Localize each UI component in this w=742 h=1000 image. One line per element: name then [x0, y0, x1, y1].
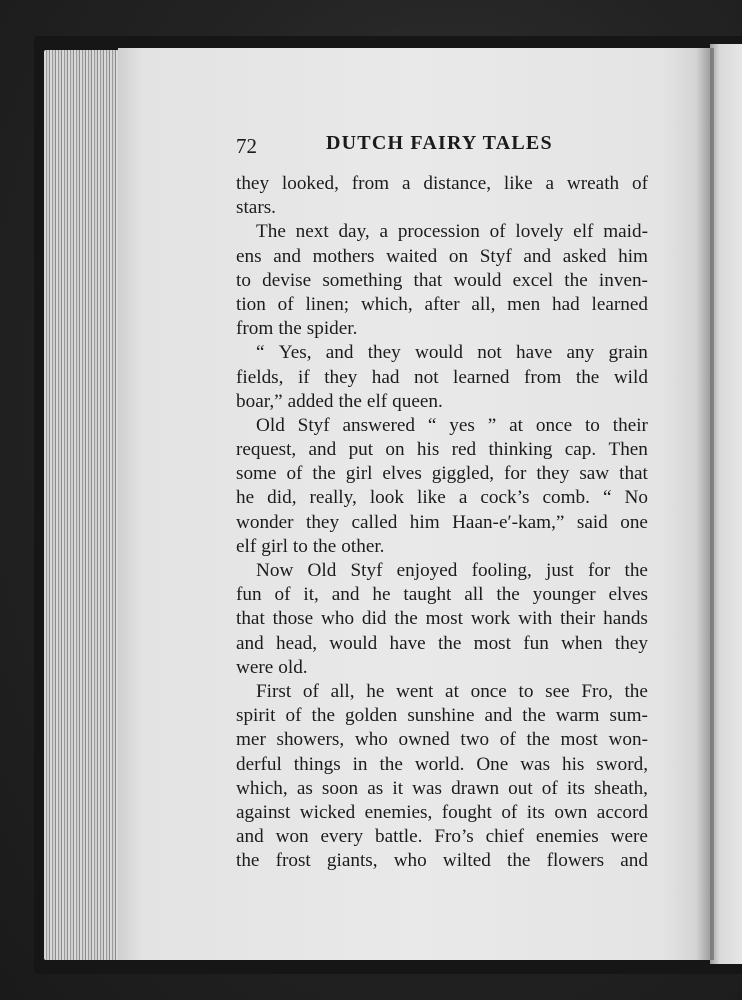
text-line: [236, 704, 648, 728]
word: the: [624, 680, 648, 702]
text-line: [236, 849, 648, 873]
word: that: [619, 463, 648, 485]
text-line: [236, 607, 648, 631]
word: sum-: [609, 705, 648, 727]
word: giggled,: [431, 463, 495, 485]
word: to: [518, 680, 534, 702]
word: and: [236, 826, 264, 848]
text-line: [236, 656, 648, 680]
word: looked,: [281, 173, 339, 194]
word: in: [352, 753, 368, 775]
word: the: [575, 366, 600, 388]
running-title: DUTCH FAIRY TALES: [326, 132, 553, 154]
word: for: [587, 560, 611, 581]
word: Old: [256, 414, 285, 436]
word: to: [584, 414, 600, 436]
text-line: [236, 825, 648, 849]
word: owned: [398, 729, 450, 751]
word: Fro’s: [434, 826, 474, 848]
word: Styf: [297, 414, 330, 436]
word: elf: [573, 221, 594, 243]
text-line: [236, 438, 648, 462]
word: mer: [236, 729, 266, 751]
word: he: [366, 680, 385, 702]
word: once: [535, 414, 573, 436]
word: saw: [579, 463, 610, 485]
text-line: [236, 753, 648, 777]
page-header: [236, 132, 648, 162]
text-line: [236, 511, 648, 535]
word: when: [561, 632, 603, 654]
word: tion: [236, 293, 266, 315]
word: and: [273, 245, 301, 267]
word: wicked: [299, 801, 356, 823]
word: own: [554, 801, 588, 823]
word: enemies,: [364, 801, 433, 823]
word: which,: [236, 777, 288, 799]
word: asked: [562, 245, 607, 267]
word: elf: [236, 535, 257, 557]
word: and: [620, 850, 648, 872]
word: the: [379, 753, 403, 775]
text-line: [236, 414, 648, 438]
word: the: [522, 705, 546, 727]
word: wilted: [442, 850, 491, 872]
text-line: [236, 269, 648, 293]
word: most: [560, 729, 598, 751]
text-line: [236, 777, 648, 801]
word: have: [516, 342, 553, 364]
text-line: [236, 390, 648, 414]
word: of: [302, 680, 319, 702]
word: they: [324, 366, 358, 388]
word: and: [484, 705, 513, 727]
word: answered: [342, 414, 415, 436]
word: sheath,: [594, 777, 648, 799]
word: the: [564, 269, 588, 291]
word: showers,: [276, 729, 345, 751]
word: and: [325, 342, 354, 364]
word: to: [292, 535, 308, 557]
word: added: [287, 390, 334, 412]
word: the: [437, 632, 462, 654]
word: once: [470, 680, 507, 702]
word: of: [489, 221, 506, 243]
word: they: [236, 173, 270, 194]
word: elves: [382, 463, 422, 485]
word: a: [379, 221, 389, 243]
word: “: [256, 342, 265, 364]
text-line: [236, 341, 648, 365]
word: any: [566, 342, 595, 364]
text-line: [236, 293, 648, 317]
word: younger: [532, 584, 596, 606]
word: like: [503, 173, 533, 194]
word: of: [285, 705, 302, 727]
word: yes: [449, 414, 475, 436]
word: the: [526, 729, 550, 751]
word: as: [296, 777, 313, 799]
word: “: [427, 414, 437, 436]
word: inven-: [598, 269, 648, 291]
word: was: [520, 753, 551, 775]
word: a: [545, 173, 555, 194]
word: just: [546, 560, 574, 581]
word: on: [385, 439, 405, 461]
word: him: [618, 245, 648, 267]
word: that: [413, 269, 443, 291]
word: soon: [321, 777, 359, 799]
word: they: [367, 342, 401, 364]
word: its: [526, 801, 545, 823]
word: No: [624, 487, 648, 509]
word: the: [312, 463, 336, 485]
word: First: [256, 680, 292, 702]
text-line: [236, 366, 648, 390]
word: world.: [414, 753, 465, 775]
word: called: [351, 511, 398, 533]
word: golden: [345, 705, 398, 727]
word: enjoyed: [396, 560, 458, 581]
word: had: [371, 366, 400, 388]
word: enemies: [535, 826, 599, 848]
word: all,: [471, 293, 496, 315]
word: they: [614, 632, 648, 654]
text-line: [236, 245, 648, 269]
word: battle.: [375, 826, 423, 848]
page-number: 72: [236, 134, 257, 158]
word: the: [624, 560, 648, 581]
word: who: [321, 608, 355, 630]
word: the: [506, 850, 531, 872]
page-edges: [44, 50, 122, 960]
text-line: [236, 680, 648, 704]
word: ”: [487, 414, 497, 436]
word: mothers: [312, 245, 375, 267]
word: like: [417, 487, 446, 509]
word: drawn: [451, 777, 500, 799]
text-line: [236, 317, 648, 341]
word: fun: [236, 584, 262, 606]
word: if: [297, 366, 310, 388]
word: maid-: [603, 221, 648, 243]
word: elves: [608, 584, 648, 606]
word: of: [499, 729, 516, 751]
text-line: [236, 172, 648, 196]
word: spider.: [306, 318, 358, 340]
word: sunshine: [407, 705, 475, 727]
word: look: [369, 487, 404, 509]
word: at: [445, 680, 459, 702]
word: his: [416, 439, 440, 461]
text-line: [236, 559, 648, 583]
word: would: [329, 632, 378, 654]
word: the: [338, 390, 362, 412]
word: won-: [608, 729, 648, 751]
word: out: [508, 777, 533, 799]
word: learned: [591, 293, 648, 315]
word: that: [236, 608, 265, 630]
word: request,: [236, 439, 297, 461]
text-line: [236, 196, 648, 220]
word: from: [351, 173, 390, 194]
word: fun: [523, 632, 549, 654]
word: red: [451, 439, 477, 461]
word: and: [308, 439, 337, 461]
word: who: [393, 850, 427, 872]
word: who: [354, 729, 388, 751]
word: all,: [330, 680, 355, 702]
word: to: [236, 269, 251, 291]
word: derful: [236, 753, 282, 775]
word: hands: [603, 608, 648, 630]
word: Now: [256, 560, 294, 581]
word: wonder: [236, 511, 294, 533]
word: was: [412, 777, 442, 799]
word: Styf: [350, 560, 383, 581]
word: on: [448, 245, 469, 267]
word: head,: [275, 632, 317, 654]
word: and: [523, 245, 552, 267]
word: men: [507, 293, 541, 315]
word: things: [293, 753, 341, 775]
word: and: [236, 632, 264, 654]
word: cock’s: [480, 487, 530, 509]
word: spirit: [236, 705, 276, 727]
word: sword,: [596, 753, 648, 775]
body-text: [236, 172, 648, 873]
word: for: [504, 463, 527, 485]
word: other.: [341, 535, 385, 557]
word: frost: [275, 850, 311, 872]
word: next: [295, 221, 329, 243]
word: did,: [267, 487, 297, 509]
word: excel: [512, 269, 554, 291]
word: a: [401, 173, 411, 194]
word: he: [236, 487, 255, 509]
word: from: [524, 366, 562, 388]
word: their: [612, 414, 648, 436]
word: it,: [303, 584, 319, 606]
word: Haan-e′-kam,”: [452, 511, 565, 533]
word: the: [311, 705, 335, 727]
word: two: [460, 729, 490, 751]
word: grain: [608, 342, 648, 364]
word: of: [274, 584, 291, 606]
word: its: [566, 777, 586, 799]
word: most: [425, 608, 463, 630]
word: of: [277, 293, 294, 315]
word: of: [632, 173, 648, 194]
word: Yes,: [278, 342, 312, 364]
word: every: [320, 826, 364, 848]
text-line: [236, 632, 648, 656]
word: and: [331, 584, 360, 606]
word: learned: [453, 366, 510, 388]
word: the: [236, 850, 260, 872]
word: those: [272, 608, 314, 630]
word: said: [576, 511, 608, 533]
word: won: [275, 826, 309, 848]
word: waited: [386, 245, 438, 267]
word: he: [372, 584, 391, 606]
word: thinking: [488, 439, 553, 461]
word: lovely: [515, 221, 564, 243]
word: giants,: [326, 850, 378, 872]
word: linen;: [305, 293, 350, 315]
word: were: [236, 656, 274, 678]
word: One: [476, 753, 509, 775]
word: warm: [555, 705, 600, 727]
word: it: [392, 777, 404, 799]
word: which,: [360, 293, 413, 315]
word: the: [394, 608, 418, 630]
word: girl: [261, 535, 288, 557]
word: devise: [262, 269, 312, 291]
word: fooling,: [471, 560, 532, 581]
word: girl: [345, 463, 373, 485]
right-page-edge: [710, 44, 742, 964]
text-line: [236, 728, 648, 752]
word: Old: [307, 560, 337, 581]
word: one: [620, 511, 648, 533]
word: of: [541, 777, 558, 799]
word: they: [306, 511, 340, 533]
word: wreath: [566, 173, 620, 194]
word: the: [496, 584, 520, 606]
word: went: [396, 680, 434, 702]
word: have: [389, 632, 426, 654]
word: ens: [236, 245, 262, 267]
word: taught: [403, 584, 452, 606]
word: wild: [613, 366, 648, 388]
word: with: [518, 608, 553, 630]
word: see: [545, 680, 570, 702]
word: not: [414, 366, 439, 388]
word: of: [286, 463, 303, 485]
word: boar,”: [236, 390, 283, 412]
text-line: [236, 583, 648, 607]
word: as: [367, 777, 384, 799]
text-line: [236, 220, 648, 244]
word: would: [453, 269, 502, 291]
word: comb.: [542, 487, 590, 509]
word: day,: [338, 221, 370, 243]
word: a: [458, 487, 468, 509]
word: old.: [278, 656, 308, 678]
word: did: [361, 608, 387, 630]
word: work: [470, 608, 511, 630]
gutter-shadow: [696, 48, 714, 960]
word: something: [322, 269, 403, 291]
word: all: [464, 584, 484, 606]
word: would: [415, 342, 463, 364]
word: not: [477, 342, 502, 364]
word: chief: [485, 826, 524, 848]
word: most: [473, 632, 511, 654]
word: stars.: [236, 197, 276, 219]
word: fields,: [236, 366, 284, 388]
word: The: [256, 221, 286, 243]
word: their: [560, 608, 596, 630]
word: distance,: [423, 173, 492, 194]
word: elf: [366, 390, 388, 412]
word: “: [602, 487, 612, 509]
word: the: [278, 318, 302, 340]
word: cap.: [564, 439, 597, 461]
word: after: [424, 293, 460, 315]
text-line: [236, 535, 648, 559]
word: of: [501, 801, 518, 823]
word: really,: [309, 487, 357, 509]
word: fought: [441, 801, 492, 823]
word: Fro,: [581, 680, 613, 702]
text-line: [236, 462, 648, 486]
word: him: [409, 511, 440, 533]
word: were: [610, 826, 648, 848]
word: Then: [608, 439, 648, 461]
word: at: [509, 414, 523, 436]
word: procession: [397, 221, 480, 243]
word: Styf: [479, 245, 512, 267]
word: his: [561, 753, 585, 775]
word: accord: [596, 801, 648, 823]
word: flowers: [546, 850, 605, 872]
text-line: [236, 801, 648, 825]
word: queen.: [392, 390, 443, 412]
word: from: [236, 318, 274, 340]
word: against: [236, 801, 291, 823]
word: they: [536, 463, 570, 485]
word: some: [236, 463, 277, 485]
word: had: [552, 293, 580, 315]
word: the: [312, 535, 337, 557]
word: put: [348, 439, 374, 461]
text-line: [236, 486, 648, 510]
